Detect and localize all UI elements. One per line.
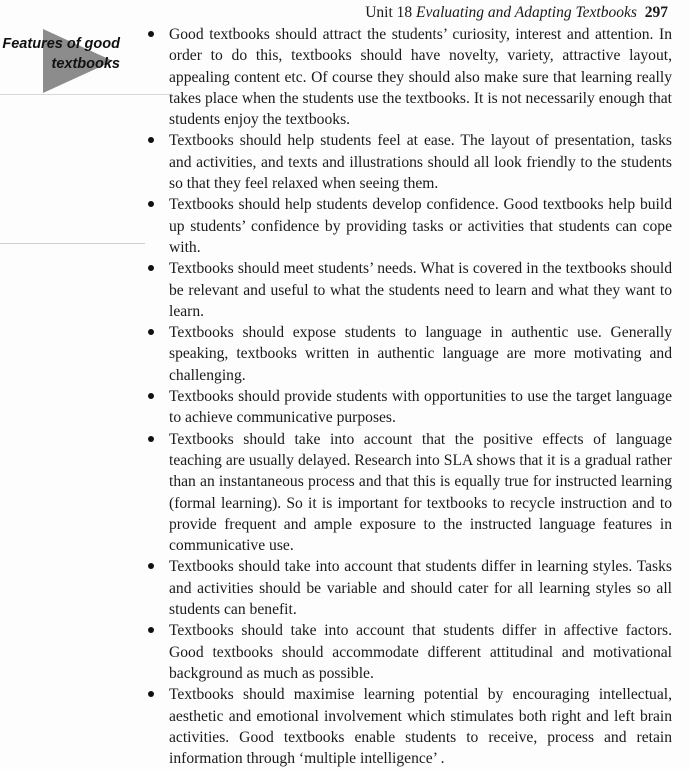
list-item: Textbooks should help students develop confidence. Good textbooks help build up students’ confidence by providing tasks or activities that students can cope with. <box>148 194 672 258</box>
running-header <box>365 4 668 22</box>
bullet-icon <box>148 329 154 335</box>
bullet-icon <box>148 265 154 271</box>
unit-number: Unit 18 <box>365 4 413 21</box>
bullet-icon <box>148 563 154 569</box>
list-item: Textbooks should provide students with opportunities to use the target language to achieve communicative purposes. <box>148 386 672 429</box>
chapter-title: Evaluating and Adapting Textbooks <box>416 4 637 21</box>
bullet-icon <box>148 691 154 697</box>
bullet-icon <box>148 436 154 442</box>
list-item: Textbooks should take into account that the positive effects of language teaching are usually delayed. Research into SLA shows that it is a gradual rather than an instantaneous process and that this is equally true for instructed learning (formal learning). So it is important for textbooks to recycle instruction and to provide frequent and ample exposure to the instructed language features in communicative use. <box>148 429 672 557</box>
bullet-icon <box>148 31 154 37</box>
list-item: Textbooks should maximise learning potential by encouraging intellectual, aesthetic and emotional involvement which stimulates both right and left brain activities. Good textbooks enable students to receive, process and retain information through ‘multiple intelligence’ . <box>148 684 672 769</box>
section-margin-label <box>0 26 132 96</box>
list-item: Textbooks should take into account that students differ in learning styles. Tasks and activities should be variable and should cater for all learning styles so all students can benefit. <box>148 556 672 620</box>
list-item: Good textbooks should attract the students’ curiosity, interest and attention. In order to do this, textbooks should have novelty, variety, attractive layout, appealing content etc. Of course they should also make sure that learning really takes place when the students use the textbooks. It is not necessarily enough that students enjoy the textbooks. <box>148 24 672 130</box>
list-item: Textbooks should help students feel at ease. The layout of presentation, tasks and activities, and texts and illustrations should all look friendly to the students so that they feel relaxed when seeing them. <box>148 130 672 194</box>
bullet-icon <box>148 627 154 633</box>
page-number: 297 <box>644 4 668 21</box>
list-item: Textbooks should meet students’ needs. What is covered in the textbooks should be relevant and useful to what the students need to learn and what they want to learn. <box>148 258 672 322</box>
margin-label-line-1: Features of good <box>2 36 120 52</box>
bullet-icon <box>148 137 154 143</box>
divider <box>0 243 145 244</box>
margin-label-line-2: textbooks <box>51 56 120 72</box>
list-item: Textbooks should expose students to language in authentic use. Generally speaking, textbooks written in authentic language are more motivating and challenging. <box>148 322 672 386</box>
bullet-icon <box>148 393 154 399</box>
bullet-icon <box>148 201 154 207</box>
list-item: Textbooks should take into account that students differ in affective factors. Good textbooks should accommodate different attitudinal and motivational background as much as possible. <box>148 620 672 684</box>
features-list <box>148 24 672 769</box>
divider <box>0 94 170 95</box>
